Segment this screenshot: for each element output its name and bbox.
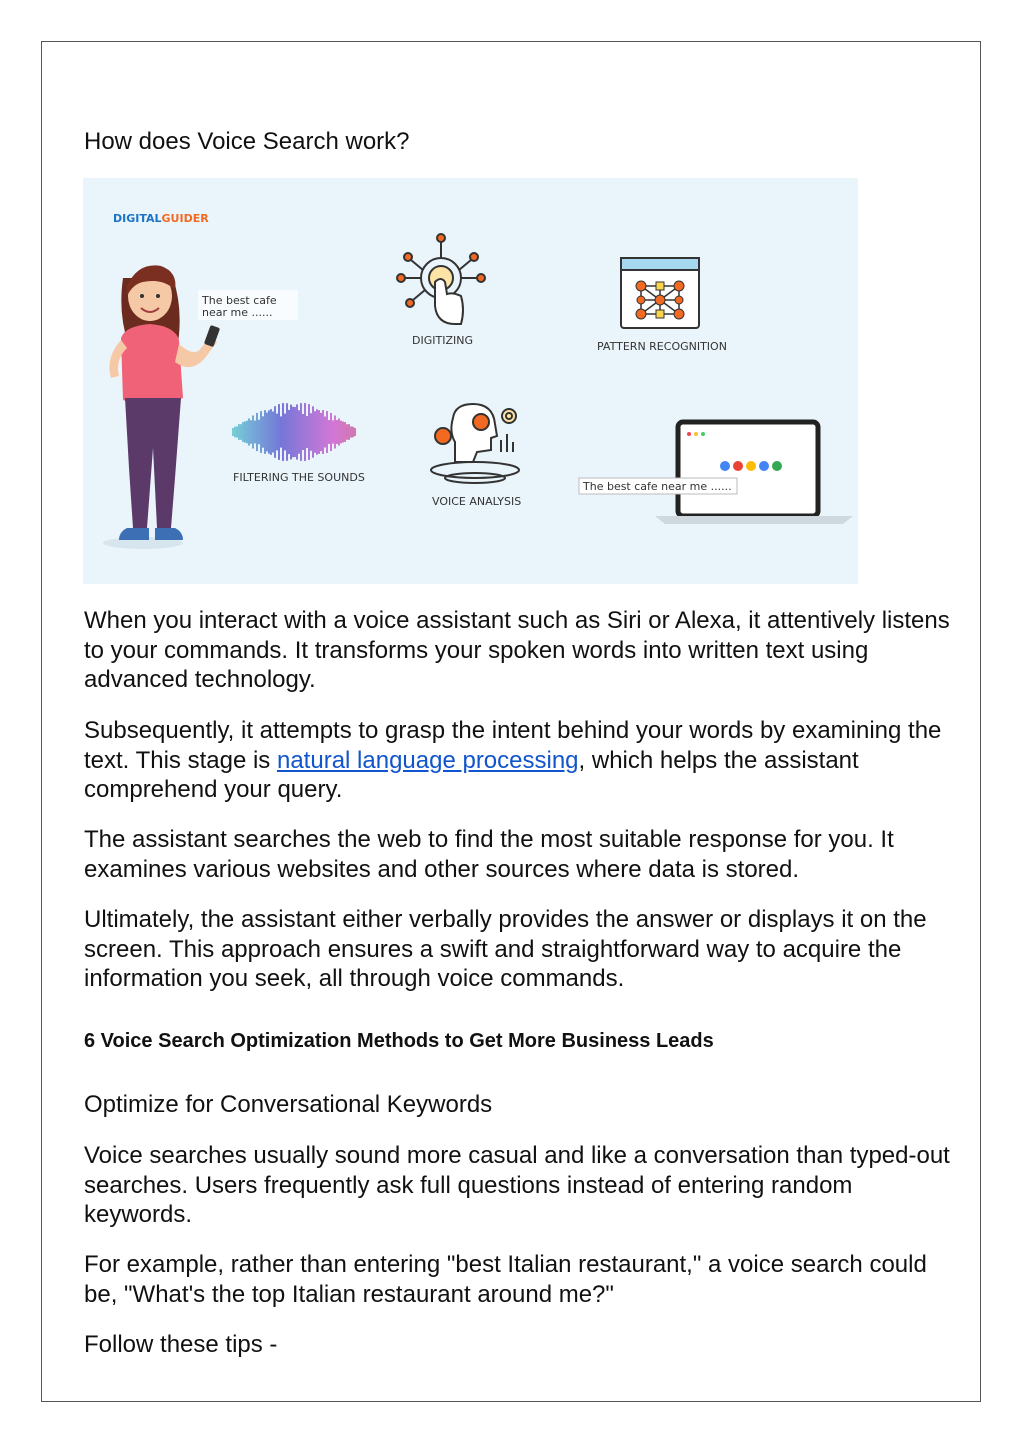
label-pattern-recognition: PATTERN RECOGNITION [597,340,727,353]
page-heading: How does Voice Search work? [84,128,410,155]
paragraph-answer: Ultimately, the assistant either verbally provides the answer or displays it on the screen. This approach ensures a swift and straightforward way to acquire the information you seek, all through voice commands. [84,906,927,992]
paragraph-nlp-before: Subsequently, it attempts to grasp the intent behind your words by examining the text. This stage is [84,717,942,774]
label-filtering-sounds: FILTERING THE SOUNDS [233,471,365,484]
search-query-box [579,478,737,494]
brand-prefix: DIGITAL [113,212,162,225]
label-digitizing: DIGITIZING [412,334,473,347]
sub-heading: Optimize for Conversational Keywords [84,1091,493,1118]
paragraph-casual: Voice searches usually sound more casual and like a conversation than typed-out searches. Users frequently ask full questions instead of entering random keywords. [84,1142,950,1228]
voice-search-figure [83,178,858,584]
paragraph-search: The assistant searches the web to find the most suitable response for you. It examines various websites and other sources where data is stored. [84,826,894,883]
paragraph-nlp-after: , which helps the assistant comprehend your query. [84,746,859,803]
label-voice-analysis: VOICE ANALYSIS [432,495,522,508]
laptop-icon [655,422,853,524]
sound-wave-icon [233,403,355,461]
paragraph-example: For example, rather than entering "best Italian restaurant," a voice search could be, "What's the top Italian restaurant around me?" [84,1251,927,1308]
svg-text:DIGITALGUIDER [113,212,209,225]
pattern-grid-icon [621,258,699,328]
search-query-text: The best cafe near me ...... [583,480,732,493]
head-analysis-icon [431,404,519,483]
speech-bubble-line2: near me ...... [202,306,273,319]
paragraph-nlp [84,716,954,805]
brand-suffix: GUIDER [161,212,209,225]
paragraph-intro: When you interact with a voice assistant such as Siri or Alexa, it attentively listens to your commands. It transforms your spoken words into written text using advanced technology. [84,607,950,693]
speech-bubble-line1: The best cafe [202,294,277,307]
nlp-link[interactable]: natural language processing [276,746,579,774]
speech-bubble [198,290,298,320]
paragraph-tips: Follow these tips - [84,1331,278,1358]
section-heading: 6 Voice Search Optimization Methods to Get More Business Leads [84,1030,714,1052]
touch-network-icon [397,234,485,324]
